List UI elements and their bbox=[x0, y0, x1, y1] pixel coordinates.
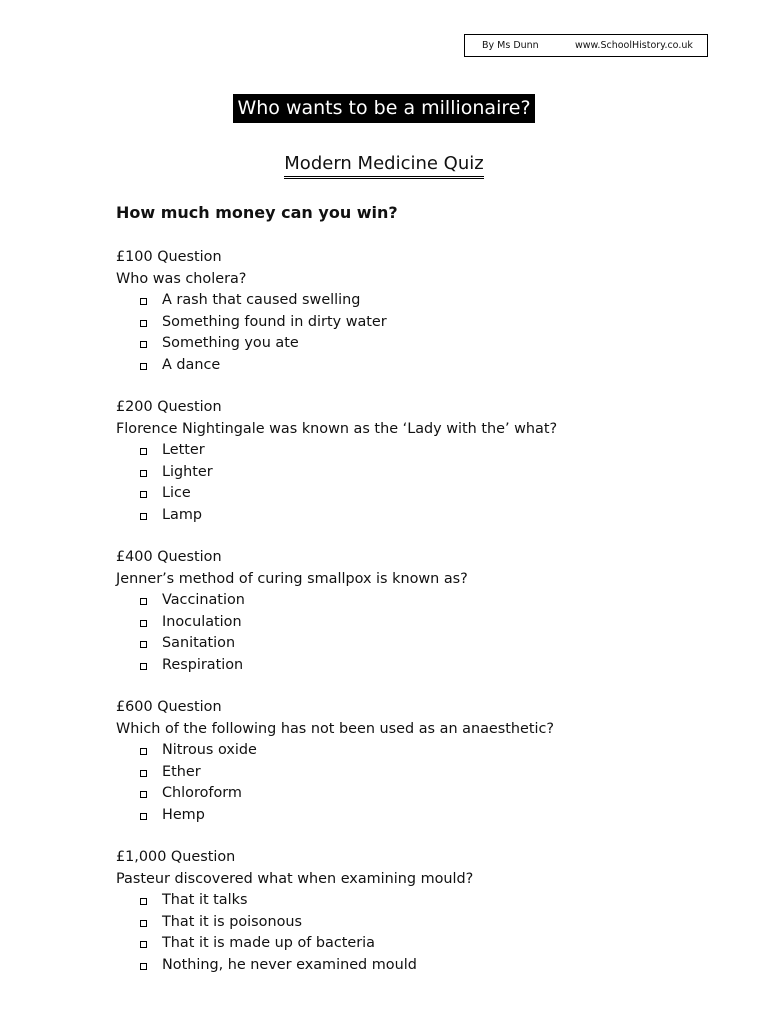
checkbox-icon[interactable] bbox=[140, 513, 147, 520]
answer-option-label: Letter bbox=[162, 442, 205, 458]
answer-option[interactable] bbox=[116, 612, 736, 634]
answer-option-label: Respiration bbox=[162, 656, 244, 673]
answer-option[interactable] bbox=[116, 312, 736, 334]
answer-option-label: That it is made up of bacteria bbox=[162, 935, 375, 951]
answer-option[interactable] bbox=[116, 762, 736, 784]
answer-option-label: Something you ate bbox=[162, 335, 299, 351]
answer-option-label: Lighter bbox=[162, 463, 213, 480]
quiz-subtitle bbox=[0, 152, 768, 179]
answer-option-label: Hemp bbox=[162, 806, 205, 823]
credit-box bbox=[464, 34, 708, 57]
answer-options bbox=[116, 290, 736, 376]
question-prize: £100 Question bbox=[116, 249, 222, 265]
answer-option-label: Ether bbox=[162, 763, 201, 780]
question-block bbox=[116, 397, 736, 526]
checkbox-icon[interactable] bbox=[140, 448, 147, 455]
checkbox-icon[interactable] bbox=[140, 298, 147, 305]
answer-option-label: A rash that caused swelling bbox=[162, 292, 361, 308]
answer-option-label: Chloroform bbox=[162, 785, 242, 801]
question-text: Which of the following has not been used as an anaesthetic? bbox=[116, 720, 555, 737]
answer-option[interactable] bbox=[116, 290, 736, 312]
answer-option[interactable] bbox=[116, 462, 736, 484]
answer-option-label: Nothing, he never examined mould bbox=[162, 956, 417, 973]
answer-option[interactable] bbox=[116, 633, 736, 655]
checkbox-icon[interactable] bbox=[140, 470, 147, 477]
answer-option[interactable] bbox=[116, 955, 736, 977]
checkbox-icon[interactable] bbox=[140, 941, 147, 948]
quiz-questions bbox=[116, 247, 736, 997]
question-prize: £400 Question bbox=[116, 549, 222, 565]
question-text: Florence Nightingale was known as the ‘Lady with the’ what? bbox=[116, 420, 558, 437]
answer-option-label: Something found in dirty water bbox=[162, 313, 387, 330]
checkbox-icon[interactable] bbox=[140, 813, 147, 820]
checkbox-icon[interactable] bbox=[140, 641, 147, 648]
question-text: Jenner’s method of curing smallpox is known as? bbox=[116, 570, 468, 587]
answer-option[interactable] bbox=[116, 355, 736, 377]
answer-option[interactable] bbox=[116, 505, 736, 527]
answer-option-label: Vaccination bbox=[162, 592, 245, 608]
answer-options bbox=[116, 590, 736, 676]
answer-options bbox=[116, 890, 736, 976]
answer-option[interactable] bbox=[116, 590, 736, 612]
page-title bbox=[0, 94, 768, 123]
answer-option-label: That it talks bbox=[162, 892, 248, 908]
answer-option[interactable] bbox=[116, 333, 736, 355]
answer-option-label: A dance bbox=[162, 356, 221, 373]
answer-option[interactable] bbox=[116, 783, 736, 805]
checkbox-icon[interactable] bbox=[140, 920, 147, 927]
answer-option-label: Sanitation bbox=[162, 635, 236, 651]
answer-option[interactable] bbox=[116, 740, 736, 762]
checkbox-icon[interactable] bbox=[140, 748, 147, 755]
answer-option-label: That it is poisonous bbox=[162, 913, 303, 930]
checkbox-icon[interactable] bbox=[140, 663, 147, 670]
checkbox-icon[interactable] bbox=[140, 770, 147, 777]
answer-option-label: Nitrous oxide bbox=[162, 742, 257, 758]
checkbox-icon[interactable] bbox=[140, 363, 147, 370]
checkbox-icon[interactable] bbox=[140, 620, 147, 627]
answer-option-label: Inoculation bbox=[162, 613, 242, 630]
question-block bbox=[116, 247, 736, 376]
question-block bbox=[116, 547, 736, 676]
answer-option[interactable] bbox=[116, 890, 736, 912]
answer-option[interactable] bbox=[116, 440, 736, 462]
answer-options bbox=[116, 740, 736, 826]
answer-option-label: Lice bbox=[162, 485, 191, 501]
quiz-subtitle-text: Modern Medicine Quiz bbox=[284, 152, 483, 179]
author-credit: By Ms Dunn bbox=[482, 40, 539, 51]
question-prize: £600 Question bbox=[116, 699, 222, 715]
question-block bbox=[116, 697, 736, 826]
question-prize: £1,000 Question bbox=[116, 849, 236, 865]
answer-option[interactable] bbox=[116, 933, 736, 955]
checkbox-icon[interactable] bbox=[140, 898, 147, 905]
answer-options bbox=[116, 440, 736, 526]
question-text: Who was cholera? bbox=[116, 270, 247, 287]
checkbox-icon[interactable] bbox=[140, 320, 147, 327]
answer-option[interactable] bbox=[116, 805, 736, 827]
answer-option[interactable] bbox=[116, 483, 736, 505]
checkbox-icon[interactable] bbox=[140, 598, 147, 605]
checkbox-icon[interactable] bbox=[140, 791, 147, 798]
answer-option[interactable] bbox=[116, 655, 736, 677]
answer-option[interactable] bbox=[116, 912, 736, 934]
checkbox-icon[interactable] bbox=[140, 963, 147, 970]
question-text: Pasteur discovered what when examining mould? bbox=[116, 870, 474, 887]
checkbox-icon[interactable] bbox=[140, 341, 147, 348]
website-credit: www.SchoolHistory.co.uk bbox=[575, 40, 693, 51]
question-block bbox=[116, 847, 736, 976]
checkbox-icon[interactable] bbox=[140, 491, 147, 498]
answer-option-label: Lamp bbox=[162, 506, 202, 523]
question-prize: £200 Question bbox=[116, 399, 222, 415]
page-title-text: Who wants to be a millionaire? bbox=[233, 94, 534, 123]
intro-heading: How much money can you win? bbox=[116, 203, 398, 222]
